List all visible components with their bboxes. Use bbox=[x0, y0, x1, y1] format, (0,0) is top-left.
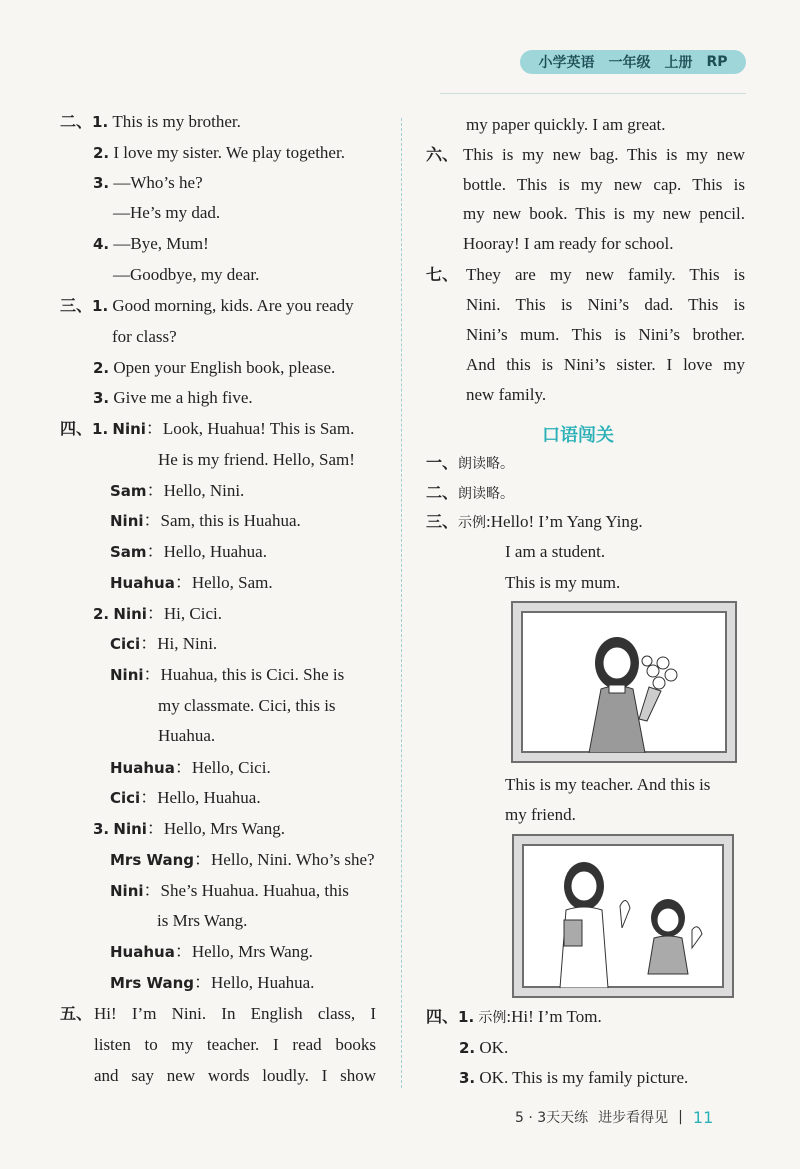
example-label: 示例 bbox=[478, 1010, 507, 1026]
s4-marker: 四、 bbox=[60, 419, 93, 438]
dialogue-text: Hello, Sam. bbox=[191, 573, 273, 592]
picture-frame-mum bbox=[513, 603, 735, 761]
s4-row bbox=[158, 449, 355, 471]
s6-line: This is my new bag. This is my new bbox=[463, 145, 745, 164]
dialogue-text: Huahua. bbox=[158, 726, 216, 745]
dialogue-text: Hello, Huahua. bbox=[163, 542, 267, 561]
o4-row bbox=[459, 1037, 508, 1059]
speaker: Nini bbox=[110, 666, 144, 684]
s6-line: bottle. This is my new cap. This is bbox=[463, 175, 745, 194]
dialogue-text: He is my friend. Hello, Sam! bbox=[158, 450, 355, 469]
s4-row bbox=[110, 664, 344, 686]
o4-text: OK. This is my family picture. bbox=[479, 1068, 689, 1087]
s2-text: —Goodbye, my dear. bbox=[113, 265, 260, 284]
speaker: Mrs Wang bbox=[110, 851, 195, 869]
s3-text: Good morning, kids. Are you ready bbox=[112, 296, 354, 315]
s2-row bbox=[93, 233, 209, 255]
s4-row bbox=[157, 910, 247, 932]
s3-marker: 三、 bbox=[60, 296, 93, 315]
s3-num: 2. bbox=[93, 359, 110, 377]
s4-row bbox=[110, 510, 301, 532]
o2-row bbox=[426, 482, 514, 505]
colon: ： bbox=[146, 481, 164, 500]
o3-line: This is my teacher. And this is bbox=[505, 775, 711, 794]
s7-line: And this is Nini’s sister. I love my bbox=[466, 355, 745, 374]
speaker: Cici bbox=[110, 789, 141, 807]
o4-num: 3. bbox=[459, 1069, 476, 1087]
colon: ： bbox=[174, 942, 192, 961]
colon: ： bbox=[140, 788, 158, 807]
o4-num: 1. bbox=[458, 1008, 475, 1026]
speaker: Huahua bbox=[110, 574, 175, 592]
s5-line: listen to my teacher. I read books bbox=[94, 1035, 376, 1054]
speaker: Huahua bbox=[110, 759, 175, 777]
s4-row bbox=[110, 941, 313, 963]
s6-line: Hooray! I am ready for school. bbox=[463, 234, 674, 253]
s4-num: 2. bbox=[93, 605, 110, 623]
footer-slogan: 进步看得见 bbox=[598, 1110, 669, 1126]
o3-row bbox=[426, 511, 643, 534]
header-subject: 小学英语 bbox=[538, 55, 595, 71]
example-label: 示例 bbox=[458, 515, 487, 531]
dialogue-text: Hello, Nini. bbox=[163, 481, 245, 500]
header-rule bbox=[440, 93, 746, 94]
s4-row bbox=[93, 818, 285, 840]
s7-line: They are my new family. This is bbox=[466, 265, 745, 284]
s2-text: This is my brother. bbox=[112, 112, 241, 131]
dialogue-text: Hello, Nini. Who’s she? bbox=[211, 850, 375, 869]
dialogue-text: Hi, Nini. bbox=[157, 634, 218, 653]
s4-row bbox=[110, 480, 244, 502]
s2-row bbox=[93, 172, 203, 194]
o4-num: 2. bbox=[459, 1039, 476, 1057]
s5-line: and say new words loudly. I show bbox=[94, 1066, 376, 1085]
speaker: Nini bbox=[110, 512, 144, 530]
s3-text: Open your English book, please. bbox=[113, 358, 336, 377]
o3-text: Hello! I’m Yang Ying. bbox=[490, 512, 643, 531]
page-footer bbox=[515, 1107, 713, 1127]
colon: ： bbox=[143, 511, 161, 530]
header-edition: RP bbox=[706, 54, 728, 70]
s2-text: I love my sister. We play together. bbox=[113, 143, 345, 162]
dialogue-text: She’s Huahua. Huahua, this bbox=[160, 881, 349, 900]
s6-line: my new book. This is my new pencil. bbox=[463, 204, 745, 223]
s3-num: 1. bbox=[92, 297, 109, 315]
s3-text: for class? bbox=[112, 327, 177, 346]
s2-num: 4. bbox=[93, 235, 110, 253]
colon: ： bbox=[143, 881, 161, 900]
o3-line: my friend. bbox=[505, 805, 576, 824]
dialogue-text: Hello, Cici. bbox=[191, 758, 271, 777]
s3-num: 3. bbox=[93, 389, 110, 407]
s2-row bbox=[113, 264, 259, 286]
colon: ： bbox=[145, 419, 163, 438]
header-grade: 一年级 bbox=[608, 55, 651, 71]
o1-text: 朗读略。 bbox=[458, 456, 515, 472]
header-badge bbox=[520, 50, 746, 74]
s4-row bbox=[158, 725, 215, 747]
s4-row bbox=[158, 695, 336, 717]
colon: ： bbox=[143, 665, 161, 684]
dialogue-text: Sam, this is Huahua. bbox=[160, 511, 301, 530]
s2-row bbox=[93, 142, 345, 164]
s2-text: —Who’s he? bbox=[113, 173, 203, 192]
colon: ： bbox=[146, 819, 164, 838]
o1-row bbox=[426, 452, 514, 475]
o3-line: This is my mum. bbox=[505, 573, 621, 592]
colon: ： bbox=[146, 542, 164, 561]
speaker: Nini bbox=[113, 820, 147, 838]
speaker: Huahua bbox=[110, 943, 175, 961]
o2-marker: 二、 bbox=[426, 483, 459, 502]
dialogue-text: Hello, Mrs Wang. bbox=[163, 819, 285, 838]
colon: : bbox=[506, 1007, 512, 1026]
dialogue-text: Hi, Cici. bbox=[163, 604, 222, 623]
speaker: Sam bbox=[110, 543, 147, 561]
s5-line: my paper quickly. I am great. bbox=[466, 115, 666, 134]
dialogue-text: Huahua, this is Cici. She is bbox=[160, 665, 345, 684]
s2-num: 3. bbox=[93, 174, 110, 192]
footer-brand: 5 · 3天天练 bbox=[515, 1110, 589, 1126]
colon: ： bbox=[140, 634, 158, 653]
s3-row bbox=[60, 295, 354, 317]
dialogue-text: my classmate. Cici, this is bbox=[158, 696, 336, 715]
s2-row bbox=[113, 202, 220, 224]
s4-num: 1. bbox=[92, 420, 109, 438]
o3-line: I am a student. bbox=[505, 542, 606, 561]
footer-separator: | bbox=[678, 1109, 683, 1125]
s4-row bbox=[110, 757, 271, 779]
page-number: 11 bbox=[692, 1107, 714, 1127]
s5-marker: 五、 bbox=[60, 1004, 93, 1023]
colon: ： bbox=[146, 604, 164, 623]
dialogue-text: Hello, Mrs Wang. bbox=[191, 942, 313, 961]
picture-frame-teacher bbox=[514, 836, 732, 996]
s6-row bbox=[426, 144, 458, 166]
dialogue-text: is Mrs Wang. bbox=[157, 911, 248, 930]
s3-row bbox=[93, 387, 253, 409]
s7-line: Nini. This is Nini’s dad. This is bbox=[466, 295, 745, 314]
s4-row bbox=[110, 787, 261, 809]
o4-text: Hi! I’m Tom. bbox=[511, 1007, 602, 1026]
s2-num: 1. bbox=[92, 113, 109, 131]
s5-line: Hi! I’m Nini. In English class, I bbox=[94, 1004, 376, 1023]
s4-row bbox=[110, 541, 267, 563]
speaker: Nini bbox=[112, 420, 146, 438]
s7-row bbox=[426, 264, 458, 286]
speaker: Sam bbox=[110, 482, 147, 500]
dialogue-text: Look, Huahua! This is Sam. bbox=[162, 419, 355, 438]
mum-illustration bbox=[521, 611, 727, 753]
s4-num: 3. bbox=[93, 820, 110, 838]
colon: ： bbox=[194, 850, 212, 869]
s4-row bbox=[110, 633, 217, 655]
s4-row bbox=[110, 849, 375, 871]
speaker: Nini bbox=[113, 605, 147, 623]
o4-marker: 四、 bbox=[426, 1007, 459, 1026]
dialogue-text: Hello, Huahua. bbox=[157, 788, 261, 807]
s2-num: 2. bbox=[93, 144, 110, 162]
s5-row bbox=[60, 1003, 92, 1025]
s6-marker: 六、 bbox=[426, 145, 459, 164]
s7-marker: 七、 bbox=[426, 265, 459, 284]
o3-marker: 三、 bbox=[426, 512, 459, 531]
s4-row bbox=[110, 972, 314, 994]
s4-row bbox=[110, 572, 273, 594]
teacher-friend-illustration bbox=[522, 844, 724, 988]
colon: ： bbox=[174, 758, 192, 777]
column-divider bbox=[401, 118, 402, 1088]
s2-text: —He’s my dad. bbox=[113, 203, 221, 222]
dialogue-text: Hello, Huahua. bbox=[211, 973, 315, 992]
s2-row bbox=[60, 111, 241, 133]
o4-row bbox=[459, 1067, 688, 1089]
s2-text: —Bye, Mum! bbox=[113, 234, 209, 253]
speaker: Nini bbox=[110, 882, 144, 900]
s7-line: Nini’s mum. This is Nini’s brother. bbox=[466, 325, 745, 344]
s2-marker: 二、 bbox=[60, 112, 93, 131]
s4-row bbox=[110, 880, 349, 902]
o1-marker: 一、 bbox=[426, 453, 459, 472]
oral-section-title: 口语闯关 bbox=[542, 425, 614, 446]
colon: ： bbox=[194, 973, 212, 992]
speaker: Cici bbox=[110, 635, 141, 653]
colon: : bbox=[486, 512, 491, 531]
header-volume: 上册 bbox=[664, 55, 693, 71]
speaker: Mrs Wang bbox=[110, 974, 195, 992]
s3-text: Give me a high five. bbox=[113, 388, 253, 407]
s4-row bbox=[60, 418, 354, 440]
s3-row bbox=[93, 357, 335, 379]
s4-row bbox=[93, 603, 222, 625]
s7-line: new family. bbox=[466, 385, 547, 404]
s3-row bbox=[112, 326, 177, 348]
o4-text: OK. bbox=[479, 1038, 509, 1057]
o4-row bbox=[426, 1006, 602, 1029]
colon: ： bbox=[174, 573, 192, 592]
o2-text: 朗读略。 bbox=[458, 486, 515, 502]
